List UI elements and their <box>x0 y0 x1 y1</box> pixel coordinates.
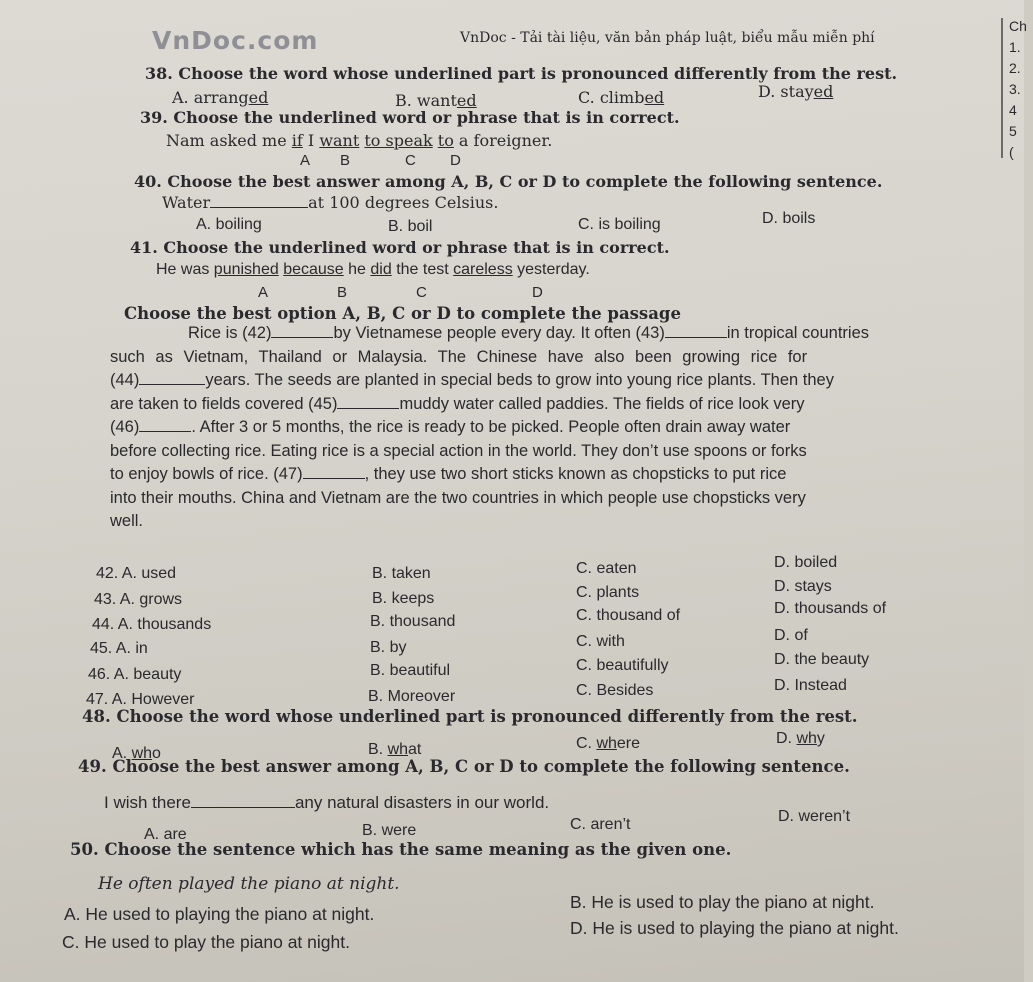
site-logo: VnDoc.com <box>152 26 319 55</box>
q47-option-d: D. Instead <box>774 677 847 694</box>
q47-option-c: C. Besides <box>576 682 654 699</box>
q43-option-a: 43. A. grows <box>94 591 183 608</box>
q50-option-d: D. He is used to playing the piano at night. <box>570 918 899 938</box>
q38-option-b: B. wanted <box>395 91 477 110</box>
q49-option-a: A. are <box>144 826 187 843</box>
q47-option-b: B. Moreover <box>368 688 456 705</box>
q46-option-a: 46. A. beauty <box>88 666 182 683</box>
q39-prompt: 39. Choose the underlined word or phrase that is in correct. <box>140 108 680 127</box>
q46-option-b: B. beautiful <box>370 662 451 679</box>
q42-option-d: D. boiled <box>774 554 838 571</box>
q45-option-d: D. of <box>774 627 808 644</box>
q43-option-d: D. stays <box>774 578 832 595</box>
q38-option-a: A. arranged <box>172 88 269 107</box>
q45-option-c: C. with <box>576 633 625 650</box>
q48-option-c: C. where <box>576 735 641 752</box>
adjacent-page-margin <box>1001 18 1033 158</box>
q45-option-a: 45. A. in <box>90 640 148 657</box>
q43-option-b: B. keeps <box>372 590 435 607</box>
q45-option-b: B. by <box>370 639 407 656</box>
q41-letter: B <box>337 284 348 301</box>
side-mark: Ch <box>1009 18 1027 34</box>
q40-option-c: C. is boiling <box>578 216 661 233</box>
q49-prompt: 49. Choose the best answer among A, B, C or D to complete the following sentence. <box>78 757 850 776</box>
q41-letter: C <box>416 284 427 301</box>
q49-sentence: I wish there any natural disasters in our world. <box>104 793 550 812</box>
q46-option-c: C. beautifully <box>576 657 669 674</box>
q49-option-c: C. aren’t <box>570 816 631 833</box>
q48-option-d: D. why <box>776 730 825 747</box>
q50-option-b: B. He is used to play the piano at night. <box>570 892 875 912</box>
passage-text: Rice is (42) by Vietnamese people every day. It often (43) in tropical countries such as Vietnam, Thailand or Malaysia. The Chinese have also been growing rice for (44) years. The seeds are planted in special beds to grow into young rice plants. Then they are taken to fields covered (45) muddy water called paddies. The fields of rice look very (46) . After 3 or 5 months, the rice is ready to be picked. People often drain away water before collecting rice. Eating rice is a special action in the world. They don’t use spoons or forks to enjoy bowls of rice. (47) , they use two short sticks known as chopsticks to put rice into their mouths. China and Vietnam are the two countries in which people use chopsticks very well. <box>110 324 870 530</box>
q40-sentence: Water at 100 degrees Celsius. <box>162 193 499 212</box>
q38-option-d: D. stayed <box>758 82 834 101</box>
side-mark: 1. <box>1009 39 1021 55</box>
q44-option-b: B. thousand <box>370 613 456 630</box>
q41-prompt: 41. Choose the underlined word or phrase that is in correct. <box>130 238 670 257</box>
q40-option-a: A. boiling <box>196 216 262 233</box>
q39-letter: B <box>340 152 351 169</box>
q47-option-a: 47. A. However <box>86 691 195 708</box>
q50-option-a: A. He used to playing the piano at night. <box>64 904 375 924</box>
q41-sentence: He was punished because he did the test careless yesterday. <box>156 261 590 278</box>
q43-option-c: C. plants <box>576 584 640 601</box>
q49-option-d: D. weren’t <box>778 808 851 825</box>
header-tagline: VnDoc - Tải tài liệu, văn bản pháp luật, biểu mẫu miễn phí <box>460 30 875 46</box>
q39-letter: A <box>300 152 311 169</box>
q44-option-d: D. thousands of <box>774 600 887 617</box>
side-mark: 5 <box>1009 123 1017 139</box>
q42-option-c: C. eaten <box>576 560 637 577</box>
q50-prompt: 50. Choose the sentence which has the same meaning as the given one. <box>70 840 732 859</box>
q48-option-b: B. what <box>368 741 422 758</box>
q38-option-c: C. climbed <box>578 88 665 107</box>
q39-sentence: Nam asked me if I want to speak to a foreigner. <box>166 131 553 150</box>
passage-title: Choose the best option A, B, C or D to complete the passage <box>124 304 681 323</box>
q41-letter: D <box>532 284 543 301</box>
side-mark: 2. <box>1009 60 1021 76</box>
q42-option-b: B. taken <box>372 565 431 582</box>
q48-option-a: A. who <box>112 745 161 762</box>
q38-prompt: 38. Choose the word whose underlined part is pronounced differently from the rest. <box>145 64 898 83</box>
q39-letter: D <box>450 152 461 169</box>
q50-option-c: C. He used to play the piano at night. <box>62 932 350 952</box>
q40-prompt: 40. Choose the best answer among A, B, C or D to complete the following sentence. <box>134 172 883 191</box>
q49-option-b: B. were <box>362 822 417 839</box>
q44-option-c: C. thousand of <box>576 607 681 624</box>
q39-letter: C <box>405 152 416 169</box>
side-mark: ( <box>1009 144 1014 160</box>
q48-prompt: 48. Choose the word whose underlined part is pronounced differently from the rest. <box>82 707 858 726</box>
q40-option-b: B. boil <box>388 218 433 235</box>
q46-option-d: D. the beauty <box>774 651 870 668</box>
side-mark: 3. <box>1009 81 1021 97</box>
q50-given-sentence: He often played the piano at night. <box>98 874 400 894</box>
q42-option-a: 42. A. used <box>96 565 177 582</box>
q40-option-d: D. boils <box>762 210 816 227</box>
side-mark: 4 <box>1009 102 1017 118</box>
q41-letter: A <box>258 284 269 301</box>
q44-option-a: 44. A. thousands <box>92 616 212 633</box>
